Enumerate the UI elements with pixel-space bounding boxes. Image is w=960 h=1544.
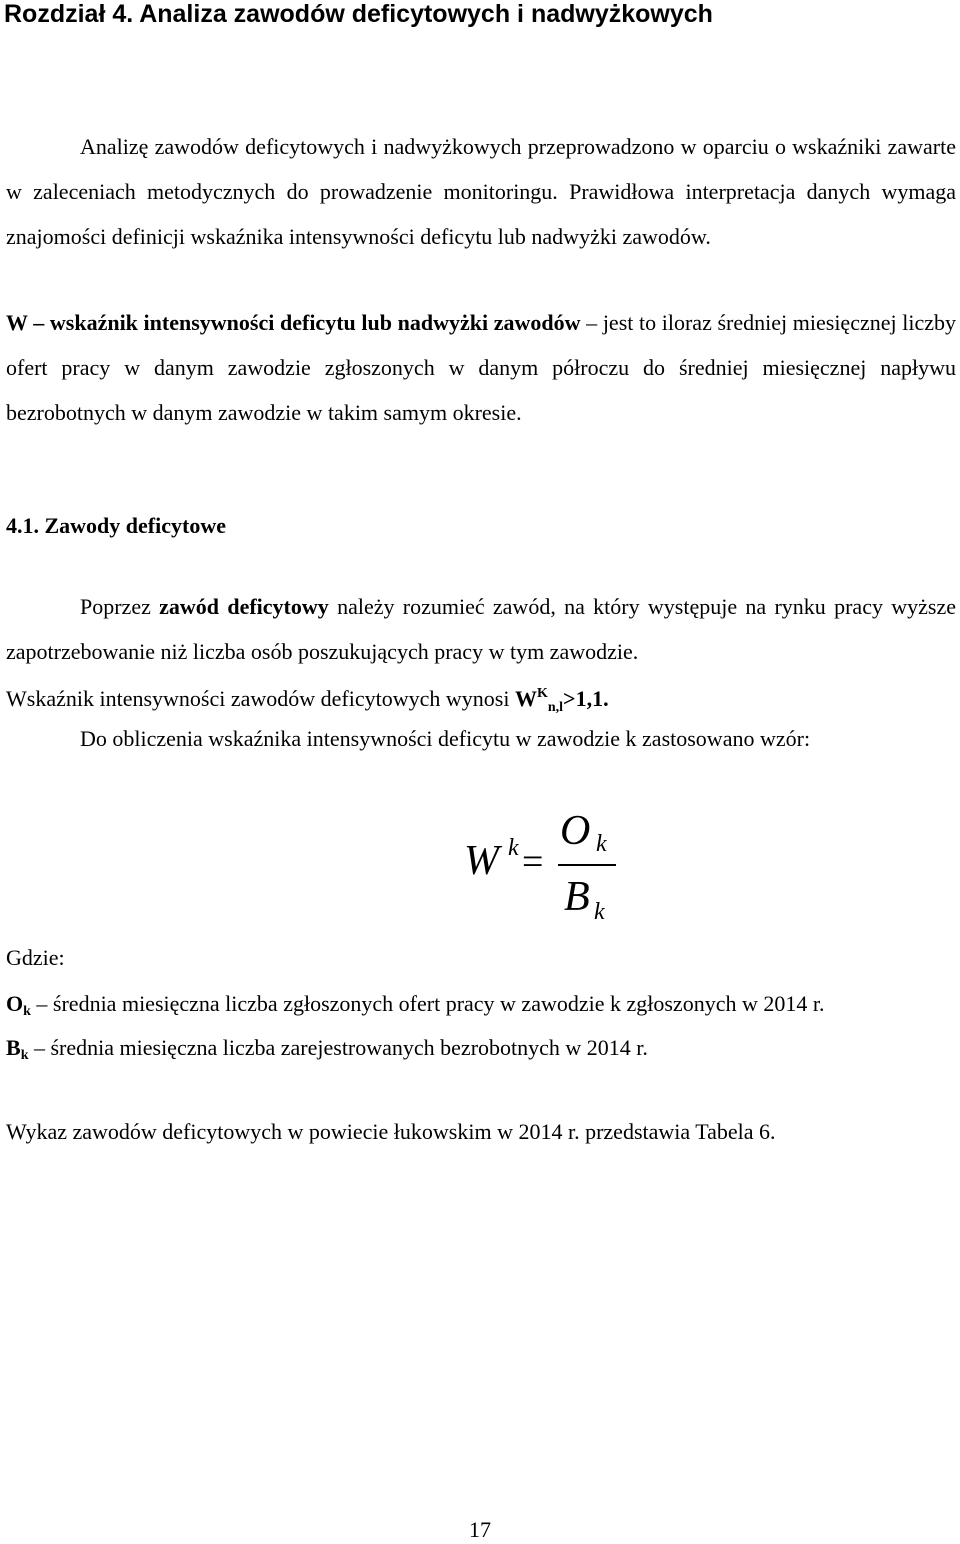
definition-paragraph bbox=[6, 300, 956, 435]
section-title: 4.1. Zawody deficytowe bbox=[6, 513, 226, 538]
section-text-before: Poprzez bbox=[80, 594, 160, 619]
symbol-o: O bbox=[6, 991, 24, 1016]
definition-item-b bbox=[6, 1028, 648, 1076]
definition-term: W – wskaźnik intensywności deficytu lub nadwyżki zawodów bbox=[6, 310, 581, 335]
index-text: Wskaźnik intensywności zawodów deficytowych wynosi bbox=[6, 686, 515, 711]
intensity-formula bbox=[460, 800, 660, 940]
definition-item-o bbox=[6, 984, 824, 1032]
fraction-bar bbox=[558, 864, 616, 866]
index-value: >1,1. bbox=[563, 686, 609, 711]
formula-numerator: O bbox=[560, 808, 591, 854]
index-sub: n,l bbox=[547, 700, 564, 715]
formula-numerator-sub: k bbox=[596, 831, 607, 857]
index-sup: K bbox=[536, 686, 548, 701]
section-paragraph bbox=[6, 584, 956, 674]
symbol-o-sub: k bbox=[23, 1004, 31, 1019]
formula-lhs-sup: k bbox=[508, 835, 519, 861]
formula-intro: Do obliczenia wskaźnika intensywności deficytu w zawodzie k zastosowano wzór: bbox=[80, 726, 811, 751]
section-text-after: należy rozumieć zawód, na który występuje na rynku pracy wyższe zapotrzebowanie niż liczba osób poszukujących pracy w tym zawodzie. bbox=[6, 594, 956, 664]
closing-sentence: Wykaz zawodów deficytowych w powiecie łukowskim w 2014 r. przedstawia Tabela 6. bbox=[6, 1119, 776, 1144]
formula-lhs: W bbox=[464, 838, 499, 884]
definition-b-text: – średnia miesięczna liczba zarejestrowanych bezrobotnych w 2014 r. bbox=[28, 1035, 648, 1060]
where-label: Gdzie: bbox=[6, 945, 65, 970]
formula-denominator: B bbox=[564, 874, 590, 920]
symbol-b: B bbox=[6, 1035, 21, 1060]
formula-denominator-sub: k bbox=[594, 899, 605, 925]
page-number: 17 bbox=[469, 1517, 491, 1542]
index-symbol: W bbox=[514, 686, 537, 711]
symbol-b-sub: k bbox=[20, 1048, 29, 1063]
formula-equals: = bbox=[522, 841, 544, 883]
chapter-heading: Rozdział 4. Analiza zawodów deficytowych i nadwyżkowych bbox=[4, 0, 713, 28]
deficit-occupation-term: zawód deficytowy bbox=[159, 594, 329, 619]
definition-text: – jest to iloraz średniej miesięcznej liczby ofert pracy w danym zawodzie zgłoszonych w danym półroczu do średniej miesięcznej napływu bezrobotnych w danym zawodzie w takim samym okresie. bbox=[6, 310, 956, 425]
definition-o-text: – średnia miesięczna liczba zgłoszonych ofert pracy w zawodzie k zgłoszonych w 2014 r. bbox=[30, 991, 825, 1016]
intro-paragraph: Analizę zawodów deficytowych i nadwyżkowych przeprowadzono w oparciu o wskaźniki zawarte w zaleceniach metodycznych do prowadzenie monitoringu. Prawidłowa interpretacja danych wymaga znajomości definicji wskaźnika intensywności deficytu lub nadwyżki zawodów. bbox=[6, 134, 956, 249]
